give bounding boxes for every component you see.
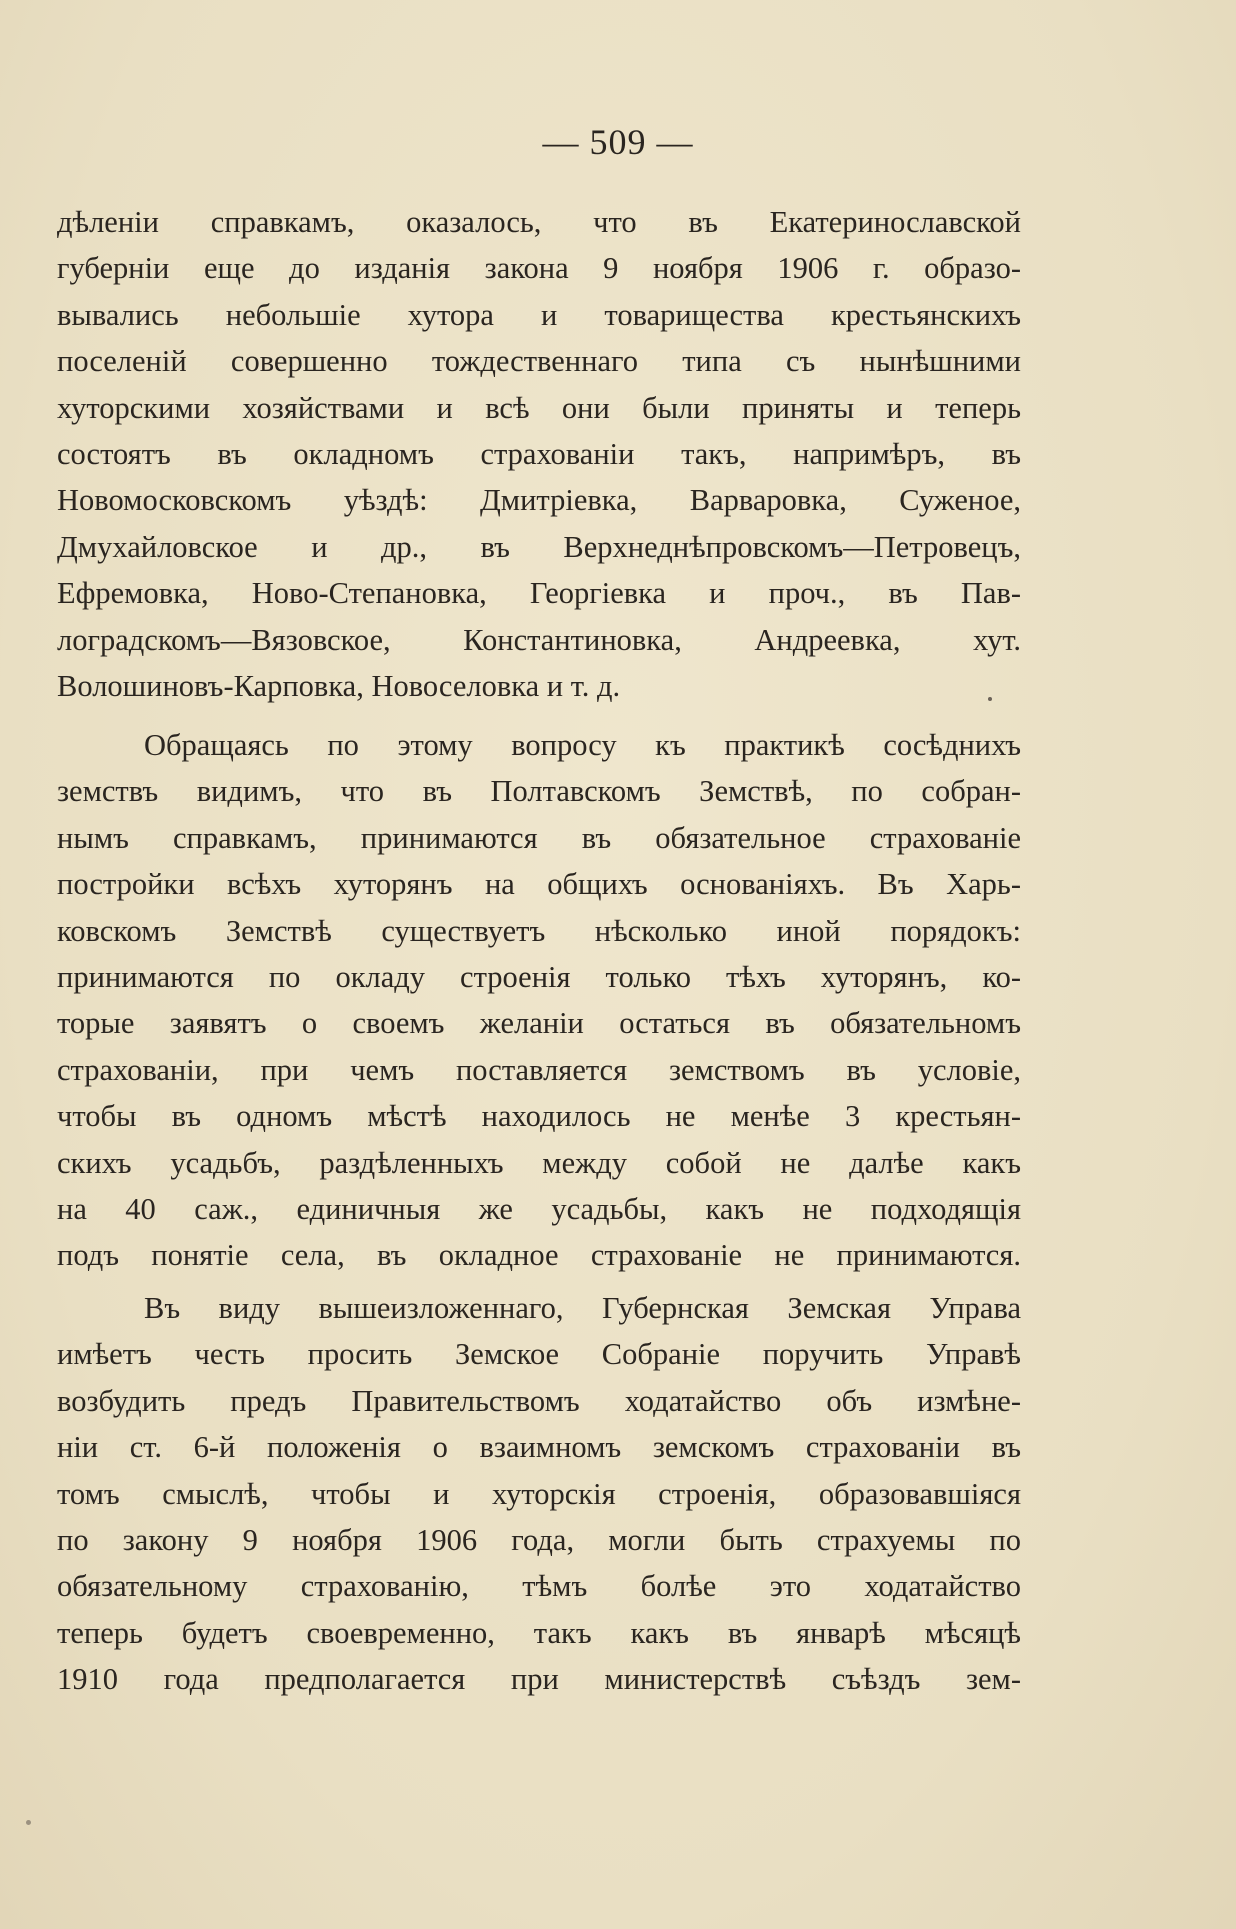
text-line: чтобы въ одномъ мѣстѣ находилось не менѣе 3 крестьян- [57, 1099, 1021, 1134]
paragraph-1 [57, 199, 1021, 709]
text-line: Ефремовка, Ново-Степановка, Георгіевка и проч., въ Пав- [57, 576, 1021, 611]
text-line: на 40 саж., единичныя же усадьбы, какъ не подходящія [57, 1191, 1021, 1226]
paragraph-3 [57, 1285, 1021, 1703]
text-line: ніи ст. 6-й положенія о взаимномъ земскомъ страхованіи въ [57, 1430, 1021, 1465]
text-line: Въ виду вышеизложеннаго, Губернская Земская Управа [144, 1291, 1021, 1325]
page-number: — 509 — [542, 122, 694, 162]
text-line: земствъ видимъ, что въ Полтавскомъ Земствѣ, по собран- [57, 774, 1021, 809]
text-line: поселеній совершенно тождественнаго типа съ нынѣшними [57, 344, 1021, 379]
text-line: вывались небольшіе хутора и товарищества крестьянскихъ [57, 297, 1021, 332]
text-line: томъ смыслѣ, чтобы и хуторскія строенія, образовавшіяся [57, 1476, 1021, 1511]
text-line: имѣетъ честь просить Земское Собраніе поручить Управѣ [57, 1337, 1021, 1372]
text-line: хуторскими хозяйствами и всѣ они были приняты и теперь [57, 390, 1021, 425]
text-line: постройки всѣхъ хуторянъ на общихъ основаніяхъ. Въ Харь- [57, 867, 1021, 902]
text-line: лоградскомъ—Вязовское, Константиновка, Андреевка, хут. [57, 622, 1021, 657]
text-line: дѣленіи справкамъ, оказалось, что въ Екатеринославской [57, 205, 1021, 239]
text-line: состоятъ въ окладномъ страхованіи такъ, напримѣръ, въ [57, 436, 1021, 471]
text-line: Новомосковскомъ уѣздѣ: Дмитріевка, Варваровка, Суженое, [57, 483, 1021, 518]
text-line: губерніи еще до изданія закона 9 ноября 1906 г. образо- [57, 251, 1021, 286]
text-line: нымъ справкамъ, принимаются въ обязательное страхованіе [57, 820, 1021, 855]
paragraph-2 [57, 722, 1021, 1279]
text-line: обязательному страхованію, тѣмъ болѣе это ходатайство [57, 1569, 1021, 1604]
text-line: Обращаясь по этому вопросу къ практикѣ сосѣднихъ [144, 728, 1021, 762]
text-line: возбудить предъ Правительствомъ ходатайство объ измѣне- [57, 1383, 1021, 1418]
text-line: страхованіи, при чемъ поставляется земствомъ въ условіе, [57, 1052, 1021, 1087]
text-line: ковскомъ Земствѣ существуетъ нѣсколько иной порядокъ: [57, 913, 1021, 948]
text-line: Дмухайловское и др., въ Верхнеднѣпровскомъ—Петровецъ, [57, 529, 1021, 564]
text-line: торые заявятъ о своемъ желаніи остаться въ обязательномъ [57, 1006, 1021, 1041]
text-line: теперь будетъ своевременно, такъ какъ въ январѣ мѣсяцѣ [57, 1615, 1021, 1650]
text-line: принимаются по окладу строенія только тѣхъ хуторянъ, ко- [57, 959, 1021, 994]
text-line: Волошиновъ-Карповка, Новоселовка и т. д. [57, 668, 621, 703]
text-line: 1910 года предполагается при министерствѣ съѣздъ зем- [57, 1662, 1021, 1697]
text-line: по закону 9 ноября 1906 года, могли быть страхуемы по [57, 1522, 1021, 1557]
text-line: скихъ усадьбъ, раздѣленныхъ между собой не далѣе какъ [57, 1145, 1021, 1180]
paper-speck [26, 1820, 31, 1825]
paper-speck [988, 697, 992, 701]
text-line: подъ понятіе села, въ окладное страхованіе не принимаются. [57, 1238, 1021, 1273]
